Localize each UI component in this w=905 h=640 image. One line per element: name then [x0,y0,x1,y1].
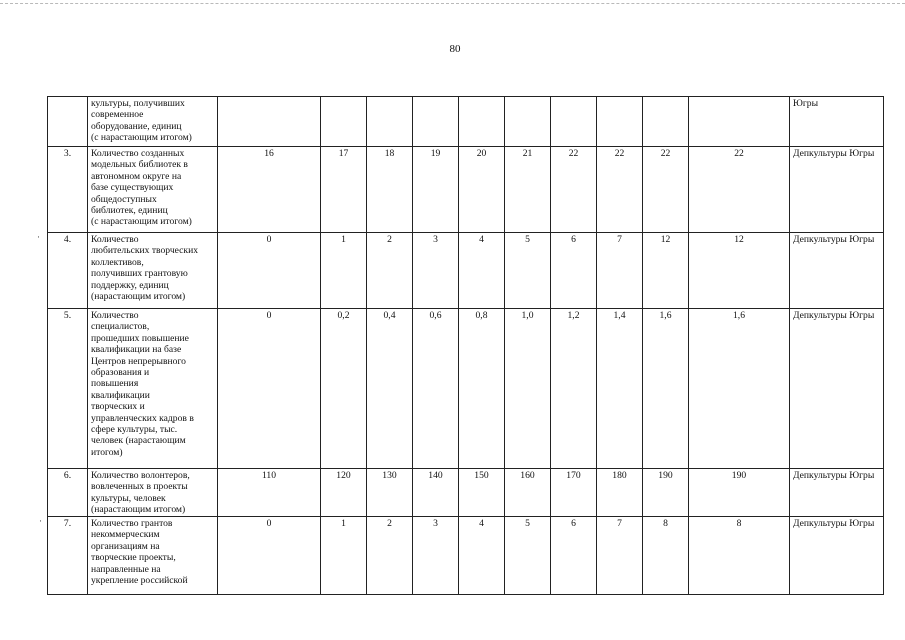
description-line: некоммерческим [91,529,160,541]
responsible-executor: Югры [790,97,884,147]
description-line: укрепление российской [91,575,188,587]
value-cell: 17 [321,147,367,233]
value-cell: 8 [643,517,689,595]
value-cell: 0,8 [459,309,505,469]
value-cell: 0 [218,517,321,595]
description-line: любительских творческих [91,245,199,257]
value-cell: 4 [459,233,505,309]
value-cell: 0,2 [321,309,367,469]
value-cell [413,97,459,147]
value-cell: 110 [218,469,321,517]
table-body [48,97,884,595]
value-cell: 190 [689,469,790,517]
value-cell: 3 [413,517,459,595]
description-line: поддержку, единиц [91,279,169,291]
indicator-description [88,517,218,595]
value-cell: 22 [689,147,790,233]
value-cell: 160 [505,469,551,517]
description-line: (с нарастающим итогом) [91,132,192,144]
indicator-description [88,309,218,469]
description-line: Количество грантов [91,518,173,529]
value-cell: 0,6 [413,309,459,469]
row-number: 3. [48,147,88,233]
value-cell: 8 [689,517,790,595]
responsible-executor: Депкультуры Югры [790,469,884,517]
value-cell: 1 [321,517,367,595]
row-number: 6. [48,469,88,517]
responsible-executor: Депкультуры Югры [790,233,884,309]
value-cell: 22 [551,147,597,233]
description-line: человек (нарастающим [91,435,186,447]
value-cell: 0,4 [367,309,413,469]
value-cell [551,97,597,147]
value-cell [597,97,643,147]
scan-speck: · [39,516,42,526]
value-cell [459,97,505,147]
value-cell: 150 [459,469,505,517]
description-line: творческие проекты, [91,552,176,564]
value-cell: 21 [505,147,551,233]
description-line: творческих и [91,401,145,413]
value-cell: 4 [459,517,505,595]
value-cell: 1,6 [689,309,790,469]
description-line: повышения [91,378,139,390]
description-line: базе существующих [91,182,174,194]
description-line: квалификации [91,389,150,401]
value-cell: 6 [551,517,597,595]
description-line: вовлеченных в проекты [91,481,188,493]
description-line: Количество [91,310,139,321]
description-line: прошедших повышение [91,332,189,344]
description-line: Количество волонтеров, [91,470,190,481]
row-number [48,97,88,147]
description-line: квалификации на базе [91,344,182,356]
scan-speck: · [37,232,40,242]
value-cell: 0 [218,309,321,469]
description-line: коллективов, [91,256,144,268]
indicators-table [47,96,884,595]
value-cell: 120 [321,469,367,517]
indicator-description [88,469,218,517]
value-cell: 7 [597,517,643,595]
value-cell [367,97,413,147]
description-line: Центров непрерывного [91,355,186,367]
value-cell: 170 [551,469,597,517]
value-cell: 1,2 [551,309,597,469]
table-row [48,469,884,517]
value-cell: 22 [597,147,643,233]
description-line: культуры, получивших [91,98,185,109]
description-line: оборудование, единиц [91,120,182,132]
value-cell [643,97,689,147]
value-cell: 1 [321,233,367,309]
value-cell: 180 [597,469,643,517]
value-cell: 1,6 [643,309,689,469]
value-cell: 2 [367,517,413,595]
description-line: управленческих кадров в [91,412,194,424]
value-cell: 5 [505,233,551,309]
description-line: образования и [91,367,150,379]
description-line: культуры, человек [91,492,166,504]
table-row [48,147,884,233]
table-row [48,517,884,595]
responsible-executor: Депкультуры Югры [790,309,884,469]
row-number: 5. [48,309,88,469]
responsible-executor: Депкультуры Югры [790,517,884,595]
value-cell: 1,0 [505,309,551,469]
value-cell: 22 [643,147,689,233]
table-row [48,233,884,309]
description-line: сфере культуры, тыс. [91,424,178,436]
description-line: общедоступных [91,193,157,205]
description-line: (нарастающим итогом) [91,291,186,303]
value-cell: 1,4 [597,309,643,469]
value-cell: 16 [218,147,321,233]
value-cell [505,97,551,147]
indicator-description [88,97,218,147]
description-line: получивших грантовую [91,268,188,280]
value-cell: 6 [551,233,597,309]
value-cell: 2 [367,233,413,309]
description-line: (нарастающим итогом) [91,504,186,516]
description-line: Количество созданных [91,148,185,159]
description-line: итогом) [91,446,123,458]
description-line: модельных библиотек в [91,159,188,171]
scan-edge [0,3,905,4]
value-cell: 0 [218,233,321,309]
description-line: специалистов, [91,321,150,333]
description-line: организациям на [91,540,160,552]
value-cell: 5 [505,517,551,595]
value-cell: 130 [367,469,413,517]
indicator-description [88,233,218,309]
description-line: современное [91,109,144,121]
value-cell [321,97,367,147]
row-number: 7. [48,517,88,595]
table-row [48,97,884,147]
value-cell: 3 [413,233,459,309]
description-line: Количество [91,234,139,245]
value-cell: 12 [689,233,790,309]
description-line: библиотек, единиц [91,205,168,217]
value-cell: 12 [643,233,689,309]
value-cell [218,97,321,147]
page-number: 80 [449,43,461,55]
value-cell: 19 [413,147,459,233]
indicator-description [88,147,218,233]
value-cell: 20 [459,147,505,233]
value-cell: 140 [413,469,459,517]
description-line: автономном округе на [91,170,182,182]
table-row [48,309,884,469]
value-cell: 18 [367,147,413,233]
description-line: (с нарастающим итогом) [91,216,192,228]
value-cell [689,97,790,147]
value-cell: 190 [643,469,689,517]
value-cell: 7 [597,233,643,309]
description-line: направленные на [91,563,161,575]
row-number: 4. [48,233,88,309]
responsible-executor: Депкультуры Югры [790,147,884,233]
